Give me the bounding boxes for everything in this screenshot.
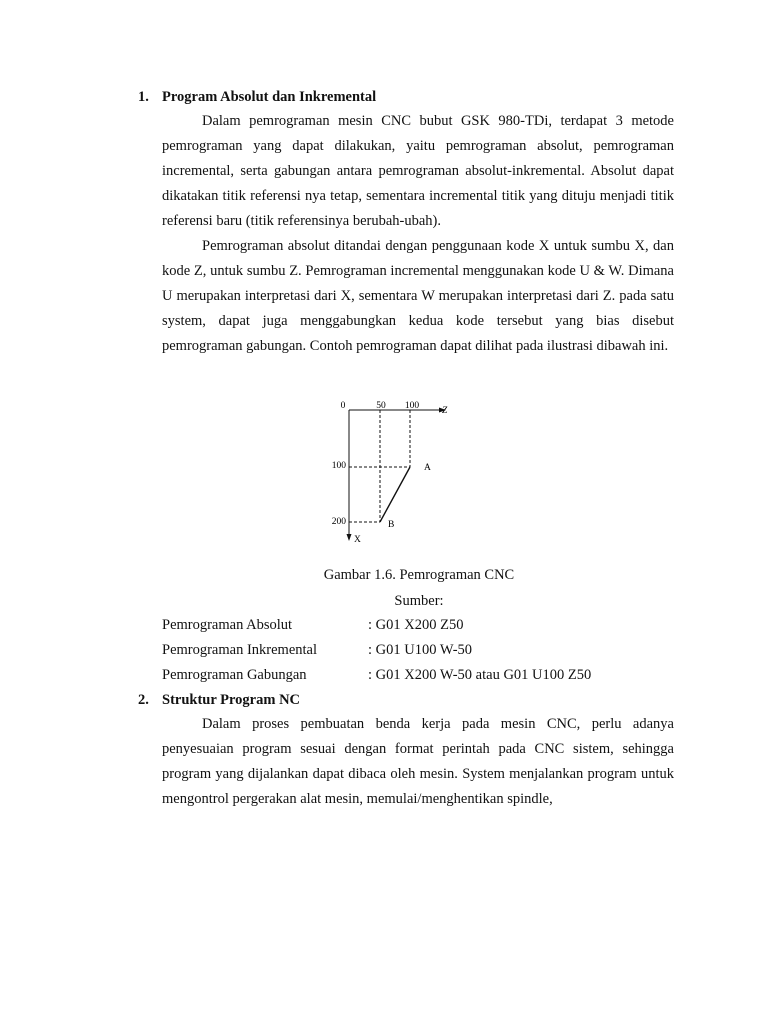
program-label: Pemrograman Gabungan bbox=[162, 667, 307, 683]
section-2-heading bbox=[138, 690, 300, 710]
section-1-paragraph-2: Pemrograman absolut ditandai dengan penggunaan kode X untuk sumbu X, dan kode Z, untuk sumbu Z. Pemrograman incremental menggunakan kode U & W. Dimana U merupakan interpretasi dari X, sementara W merupakan interpretasi dari Z. pada satu system, dapat juga menggabungkan kedua kode tersebut yang bias disebut pemrograman gabungan. Contoh pemrograman dapat dilihat pada ilustrasi dibawah ini. bbox=[162, 238, 674, 354]
section-1-paragraph-1: Dalam pemrograman mesin CNC bubut GSK 980-TDi, terdapat 3 metode pemrograman yang dapat dilakukan, yaitu pemrograman absolut, pemrograman incremental, serta gabungan antara pemrograman absolut-inkremental. Absolut dapat dikatakan titik referensi nya tetap, sementara incremental titik yang dituju menjadi titik referensi baru (titik referensinya berubah-ubah). bbox=[162, 113, 674, 229]
tool-path-a-b bbox=[380, 467, 410, 522]
z-tick-50: 50 bbox=[376, 401, 386, 411]
point-a-label: A bbox=[424, 463, 431, 473]
x-tick-100: 100 bbox=[331, 461, 346, 471]
program-label: Pemrograman Absolut bbox=[162, 617, 293, 633]
section-2-title: Struktur Program NC bbox=[162, 692, 301, 708]
x-tick-200: 200 bbox=[331, 517, 346, 527]
program-code: : G01 U100 W-50 bbox=[368, 642, 473, 658]
figure-caption: Gambar 1.6. Pemrograman CNC bbox=[323, 567, 515, 583]
cnc-coordinate-figure bbox=[320, 392, 460, 552]
x-axis-arrow bbox=[347, 534, 352, 541]
program-code: : G01 X200 Z50 bbox=[368, 617, 464, 633]
section-1-heading bbox=[138, 87, 376, 107]
x-axis-label: X bbox=[354, 535, 361, 545]
z-tick-100: 100 bbox=[404, 401, 420, 411]
z-axis-label: Z bbox=[442, 406, 448, 416]
section-2-number: 2. bbox=[138, 692, 149, 708]
program-code: : G01 X200 W-50 atau G01 U100 Z50 bbox=[368, 667, 592, 683]
point-b-label: B bbox=[388, 520, 395, 530]
section-1-title: Program Absolut dan Inkremental bbox=[162, 89, 377, 105]
z-tick-0: 0 bbox=[340, 401, 346, 411]
program-label: Pemrograman Inkremental bbox=[162, 642, 318, 658]
section-2-paragraph-1: Dalam proses pembuatan benda kerja pada mesin CNC, perlu adanya penyesuaian program sesuai dengan format perintah pada CNC sistem, sehingga program yang dijalankan dapat dibaca oleh mesin. System menjalankan program untuk mengontrol pergerakan alat mesin, memulai/menghentikan spindle, bbox=[162, 716, 674, 807]
section-1-number: 1. bbox=[138, 89, 149, 105]
figure-source: Sumber: bbox=[394, 593, 444, 609]
